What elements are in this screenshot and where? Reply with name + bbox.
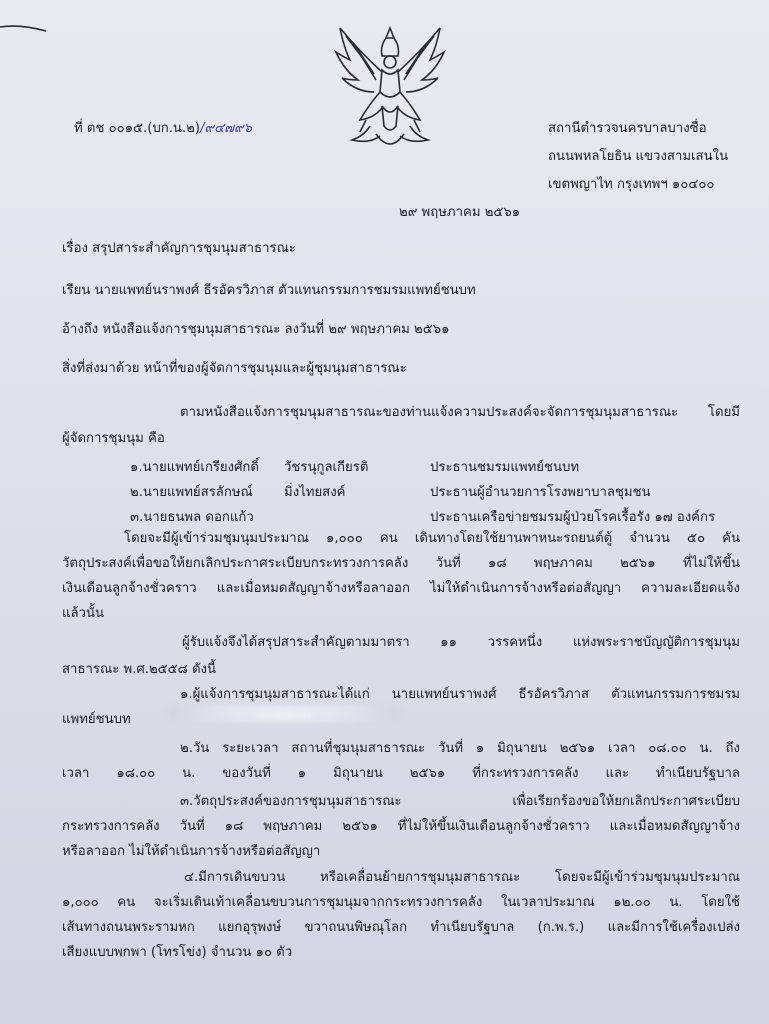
item1-line-2: แพทย์ชนบท: [62, 712, 131, 727]
organizer-1-role: ประธานชมรมแพทย์ชนบท: [430, 460, 580, 475]
subject-line: เรื่อง สรุปสาระสำคัญการชุมนุมสาธารณะ: [62, 241, 296, 256]
office-line-2: ถนนพหลโยธิน แขวงสามเสนใน: [548, 149, 729, 164]
organizer-1-name: ๑.นายแพทย์เกรียงศักดิ์: [130, 460, 259, 475]
p1-line-4: แล้วนั้น: [62, 606, 105, 621]
document-date: ๒๙ พฤษภาคม ๒๕๖๑: [399, 205, 521, 220]
item3-line-1: ๓.วัตถุประสงค์ของการชุมนุมสาธารณะ เพื่อเรียกร้องขอให้ยกเลิกประกาศระเบียบ: [180, 794, 740, 809]
item4-line-4: เสียงแบบพกพา (โทรโข่ง) จำนวน ๑๐ ตัว: [62, 945, 293, 960]
organizer-3-role: ประธานเครือข่ายชมรมผู้ป่วยโรคเรื้อรัง ๑๗ องค์กร: [430, 510, 716, 525]
organizer-3-name: ๓.นายธนพล ดอกแก้ว: [130, 510, 254, 525]
p2-line-2: สาธารณะ พ.ศ.๒๕๕๘ ดังนี้: [62, 662, 216, 677]
redacted-region: [168, 706, 400, 722]
item4-line-2: ๑,๐๐๐ คน จะเริ่มเดินเท้าเคลื่อนขบวนการชุมนุมจากกระทรวงการคลัง ในเวลาประมาณ ๑๒.๐๐ น. โดยใช้: [62, 895, 740, 910]
item3-line-3: หรือลาออก ไม่ให้ดำเนินการจ้างหรือต่อสัญญา: [62, 844, 321, 859]
pen-mark: [0, 18, 48, 34]
office-line-1: สถานีตำรวจนครบาลบางซื่อ: [548, 121, 707, 136]
reference-line: อ้างถึง หนังสือแจ้งการชุมนุมสาธารณะ ลงวันที่ ๒๙ พฤษภาคม ๒๕๖๑: [62, 322, 450, 337]
item1-line-1: ๑.ผู้แจ้งการชุมนุมสาธารณะได้แก่ นายแพทย์นราพงศ์ ธีรอัครวิภาส ตัวแทนกรรมการชมรม: [180, 687, 740, 702]
handwritten-ref: /๙๔๗๙๖: [199, 121, 253, 136]
enclosure-line: สิ่งที่ส่งมาด้วย หน้าที่ของผู้จัดการชุมนุมและผู้ชุมนุมสาธารณะ: [62, 361, 407, 376]
addressee-line: เรียน นายแพทย์นราพงศ์ ธีรอัครวิภาส ตัวแทนกรรมการชมรมแพทย์ชนบท: [62, 283, 476, 298]
item3-line-2: กระทรวงการคลัง วันที่ ๑๘ พฤษภาคม ๒๕๖๑ ที่ไม่ให้ขึ้นเงินเดือนลูกจ้างชั่วคราว และเมื่อหมดสัญญาจ้าง: [62, 819, 740, 834]
p1-line-1: โดยจะมีผู้เข้าร่วมชุมนุมประมาณ ๑,๐๐๐ คน เดินทางโดยใช้ยานพาหนะรถยนต์ตู้ จำนวน ๕๐ คัน: [124, 531, 740, 546]
p1-line-3: เงินเดือนลูกจ้างชั่วคราว และเมื่อหมดสัญญาจ้างหรือลาออก ไม่ให้ดำเนินการจ้างหรือต่อสัญญา ความละเอียดแจ้ง: [62, 581, 740, 596]
item2-line-2: เวลา ๑๘.๐๐ น. ของวันที่ ๑ มิถุนายน ๒๕๖๑ ที่กระทรวงการคลัง และ ทำเนียบรัฐบาล: [62, 766, 740, 781]
intro-line-2: ผู้จัดการชุมนุม คือ: [62, 431, 165, 446]
organizer-2-name: ๒.นายแพทย์สรลักษณ์: [130, 485, 253, 500]
item2-line-1: ๒.วัน ระยะเวลา สถานที่ชุมนุมสาธารณะ วันที่ ๑ มิถุนายน ๒๕๖๑ เวลา ๐๘.๐๐ น. ถึง: [180, 741, 740, 756]
item4-line-1: ๔.มีการเดินขบวน หรือเคลื่อนย้ายการชุมนุมสาธารณะ โดยจะมีผู้เข้าร่วมชุมนุมประมาณ: [184, 870, 740, 885]
garuda-emblem-icon: [330, 22, 450, 154]
office-line-3: เขตพญาไท กรุงเทพฯ ๑๐๔๐๐: [548, 177, 715, 192]
intro-line-1: ตามหนังสือแจ้งการชุมนุมสาธารณะของท่านแจ้งความประสงค์จะจัดการชุมนุมสาธารณะ โดยมี: [180, 405, 740, 420]
organizer-2-role: ประธานผู้อำนวยการโรงพยาบาลชุมชน: [430, 485, 651, 500]
p1-line-2: วัตถุประสงค์เพื่อขอให้ยกเลิกประกาศระเบียบกระทรวงการคลัง วันที่ ๑๘ พฤษภาคม ๒๕๖๑ ที่ไม่ให้ขึ้น: [62, 556, 740, 571]
reference-number: ที่ ตช ๐๐๑๕.(บก.น.๒)/๙๔๗๙๖: [74, 121, 253, 136]
item4-line-3: เส้นทางถนนพระรามหก แยกอุรุพงษ์ ขวาถนนพิษณุโลก ทำเนียบรัฐบาล (ก.พ.ร.) และมีการใช้เครื่องเปล่ง: [62, 920, 740, 935]
organizer-2-surname: มิ่งไทยสงค์: [284, 485, 346, 500]
organizer-1-surname: วัชรนุกูลเกียรติ: [284, 460, 369, 475]
p2-line-1: ผู้รับแจ้งจึงได้สรุปสาระสำคัญตามมาตรา ๑๑ วรรคหนึ่ง แห่งพระราชบัญญัติการชุมนุม: [182, 635, 740, 650]
